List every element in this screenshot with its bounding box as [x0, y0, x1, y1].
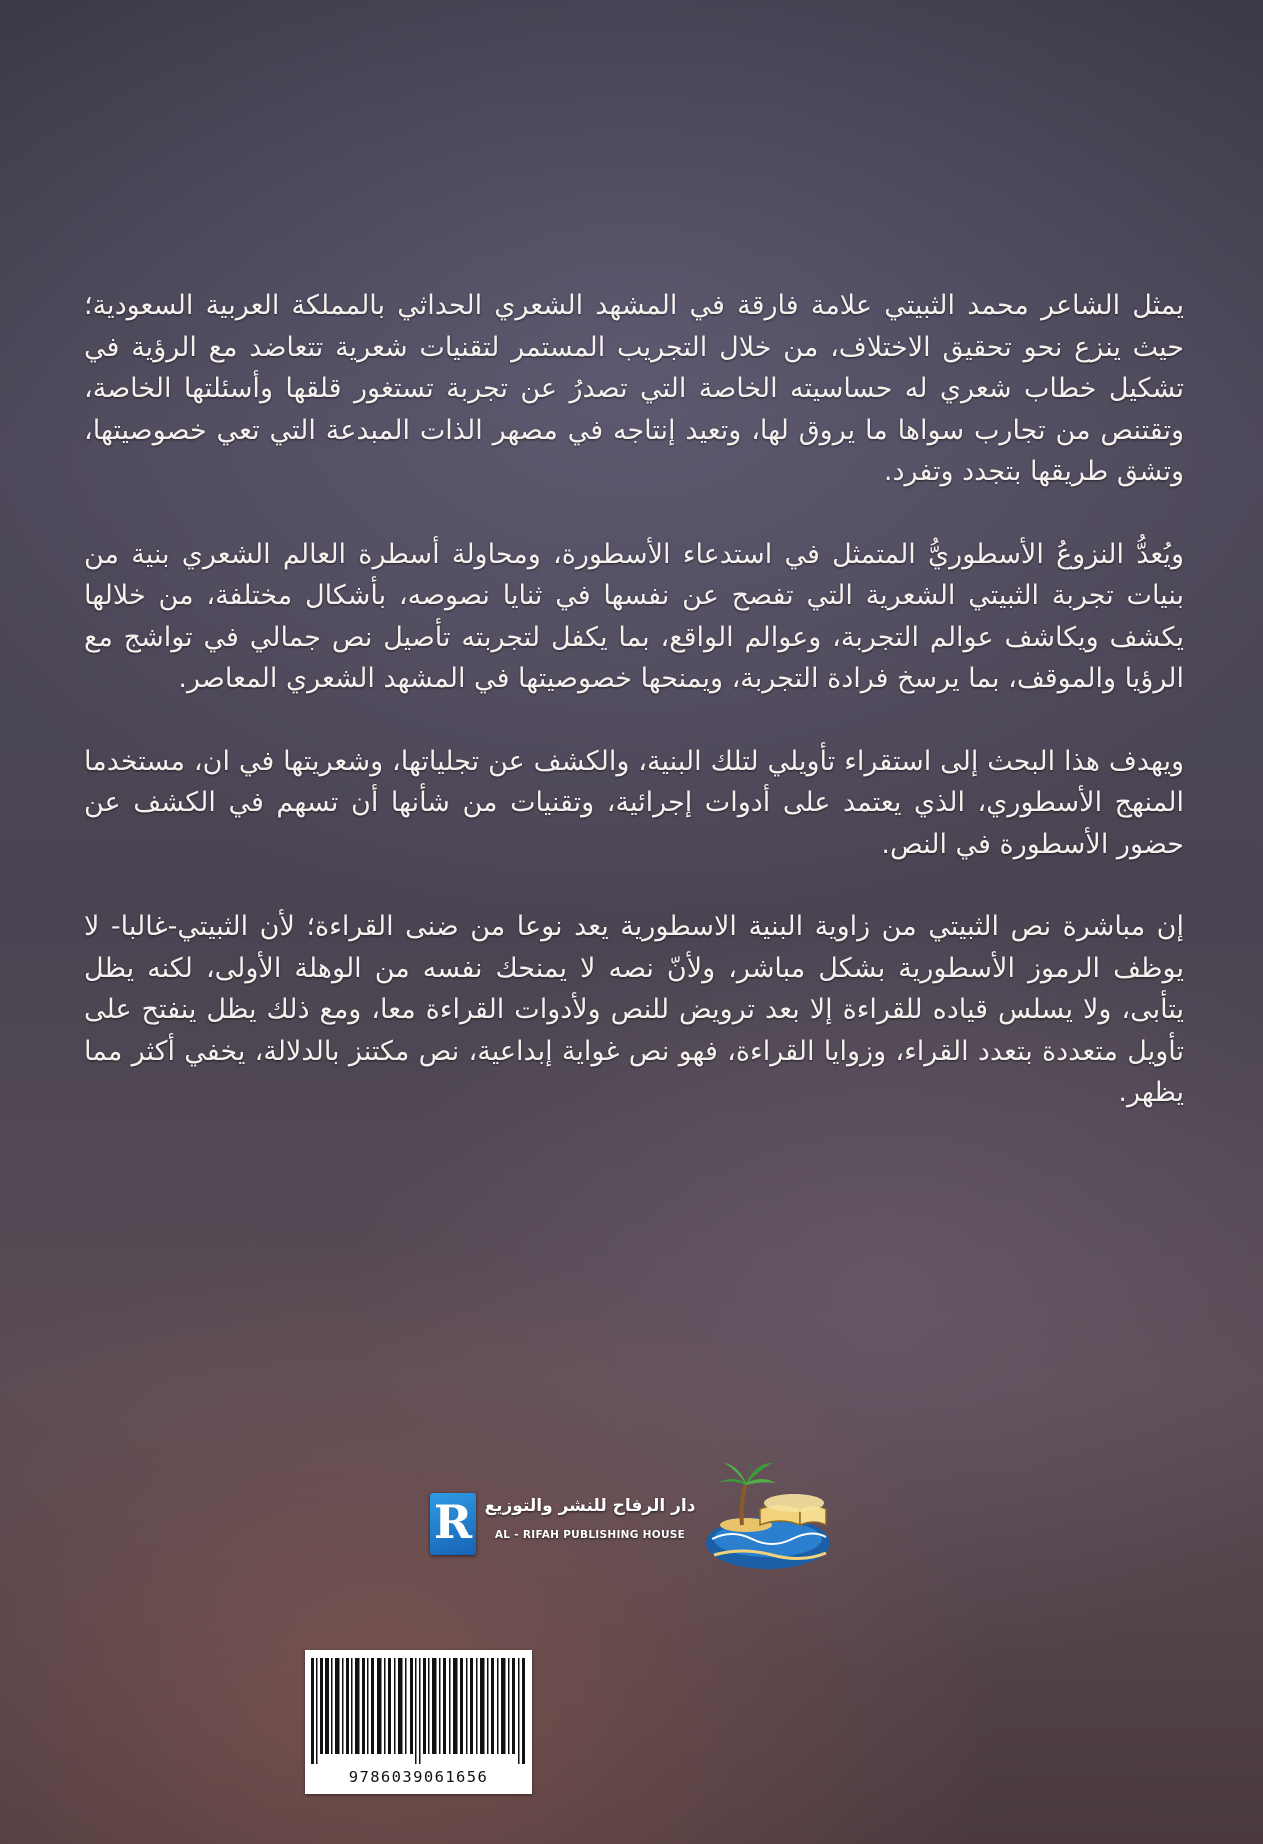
- blurb-paragraph-2: ويُعدُّ النزوعُ الأسطوريُّ المتمثل في استدعاء الأسطورة، ومحاولة أسطرة العالم الشعري بنية من بنيات تجربة الثبيتي الشعرية التي تفصح عن نفسها في ثنايا نصوصه، بأشكال مختلفة، من خلالها يكشف ويكاشف عوالم التجربة، وعوالم الواقع، بما يكفل لتجربته تأصيل نص جمالي في تواشج مع الرؤيا والموقف، بما يرسخ فرادة التجربة، ويمنحها خصوصيتها في المشهد الشعري المعاصر.: [84, 538, 1184, 694]
- blurb-paragraph-3: ويهدف هذا البحث إلى استقراء تأويلي لتلك البنية، والكشف عن تجلياتها، وشعريتها في ان، مستخدما المنهج الأسطوري، الذي يعتمد على أدوات إجرائية، وتقنيات من شأنها أن تسهم في الكشف عن حضور الأسطورة في النص.: [84, 745, 1184, 860]
- barcode-bars: [311, 1658, 526, 1764]
- blurb-paragraph-4: إن مباشرة نص الثبيتي من زاوية البنية الاسطورية يعد نوعا من ضنى القراءة؛ لأن الثبيتي-غالبا- لا يوظف الرموز الأسطورية بشكل مباشر، ولأنّ نصه لا يمنحك نفسه من الوهلة الأولى، لكنه يظل يتأبى، ولا يسلس قياده للقراءة إلا بعد ترويض للنص ولأدوات القراءة معا، ومع ذلك يظل ينفتح على تأويل متعددة بتعدد القراء، وزوايا القراءة، فهو نص غواية إبداعية، نص مكتنز بالدلالة، يخفي أكثر مما يظهر.: [84, 911, 1184, 1108]
- publisher-name-english: AL - RIFAH PUBLISHING HOUSE: [494, 1529, 686, 1541]
- publisher-logos: [430, 1455, 860, 1580]
- publisher-r-mark-icon: R: [430, 1493, 476, 1555]
- blurb-paragraph-1: يمثل الشاعر محمد الثبيتي علامة فارقة في المشهد الشعري الحداثي بالمملكة العربية السعودية؛ حيث ينزع نحو تحقيق الاختلاف، من خلال التجريب المستمر لتقنيات شعرية تتعاضد مع الرؤية في تشكيل خطاب شعري له حساسيته الخاصة التي تصدرُ عن تجربة تستغور قلقها وأسئلتها الخاصة، وتقتنص من تجارب سواها ما يروق لها، وتعيد إنتاجه في مصهر الذات المبدعة التي تعي خصوصيتها، وتشق طريقها بتجدد وتفرد.: [84, 290, 1184, 487]
- blurb-text: [84, 285, 1184, 1114]
- publisher-name-arabic: دار الرفاح للنشر والتوزيع: [484, 1496, 696, 1516]
- alrifah-publisher-logo: [430, 1493, 698, 1559]
- palm-book-logo-icon: [702, 1455, 832, 1573]
- isbn-number: 9786039061656: [348, 1768, 489, 1786]
- isbn-barcode: [305, 1650, 532, 1794]
